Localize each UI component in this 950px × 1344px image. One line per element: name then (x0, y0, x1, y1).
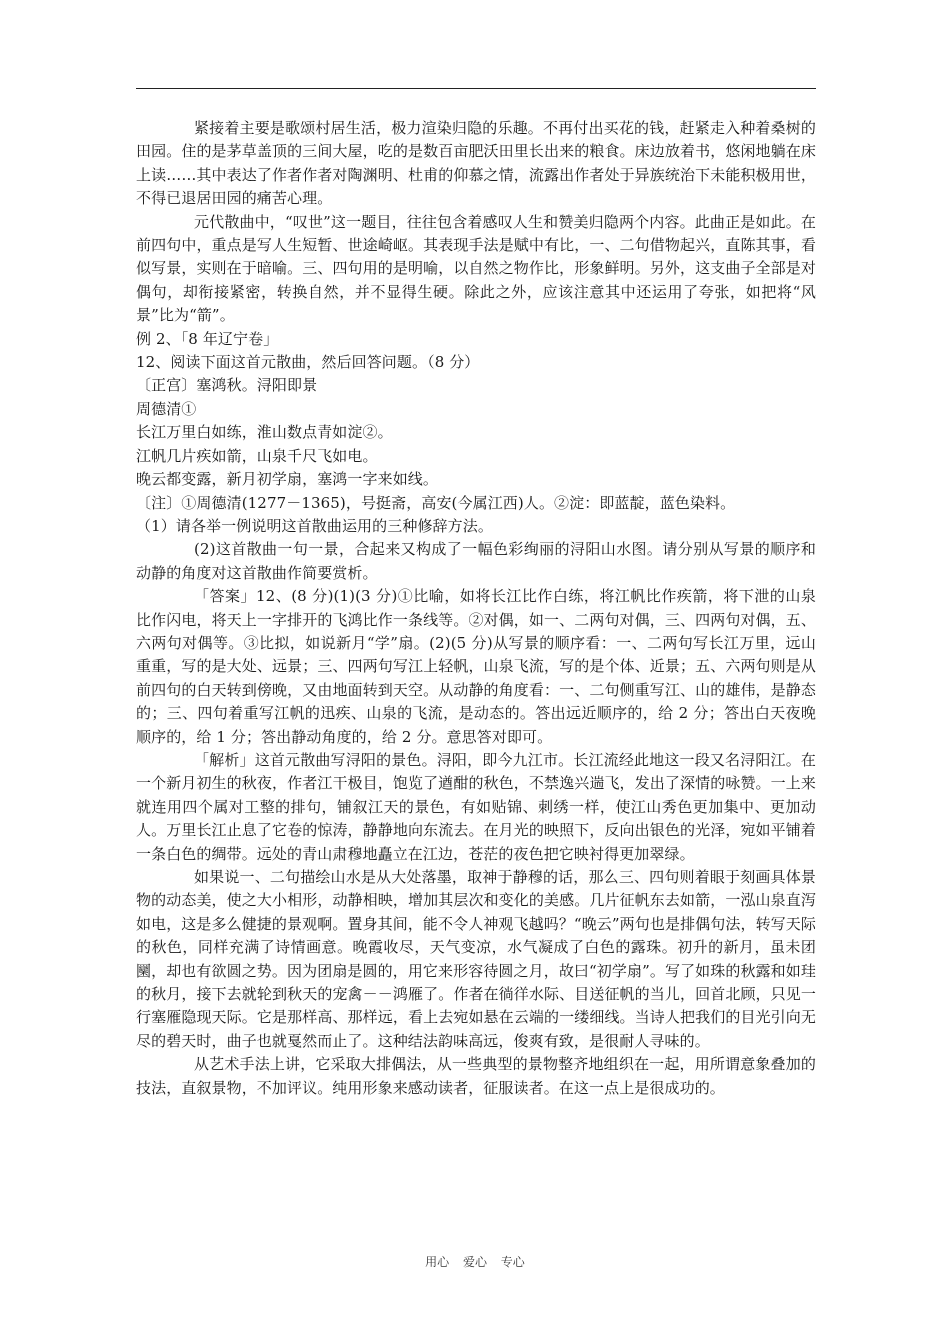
paragraph: 江帆几片疾如箭，山泉千尺飞如电。 (136, 446, 378, 465)
paragraph: 例 2、「8 年辽宁卷」 (136, 329, 279, 348)
page-footer: 用心 爱心 专心 (425, 1255, 525, 1269)
paragraph: 晚云都变露，新月初学扇，塞鸿一字来如线。 (136, 470, 439, 489)
paragraph: 如果说一、二句描绘山水是从大处落墨，取神于静穆的话，那么三、四句则着眼于刻画具体景物的动态美，使之大小相形，动静相映，增加其层次和变化的美感。几片征帆东去如箭，一泓山泉直泻如电，这是多么健捷的景观啊。置身其间，能不令人神观飞越吗？“晚云”两句也是排偶句法，转写天际的秋色，同样充满了诗情画意。晚霞收尽，天气变凉，水气凝成了白色的露珠。初升的新月，虽未团圞，却也有欲圆之势。因为团扇是圆的，用它来形容待圆之月，故曰“初学扇”。写了如珠的秋露和如珪的秋月，接下去就轮到秋天的宠禽－－鸿雁了。作者在徜徉水际、目送征帆的当儿，回首北顾，只见一行塞雁隐现天际。它是那样高、那样远，看上去宛如悬在云端的一缕细线。当诗人把我们的目光引向无尽的碧天时，曲子也就戛然而止了。这种结法韵味高远，俊爽有致，是很耐人寻味的。 (136, 868, 816, 1050)
paragraph: (2)这首散曲一句一景，合起来又构成了一幅色彩绚丽的浔阳山水图。请分别从写景的顺序和动静的角度对这首散曲作简要赏析。 (136, 540, 816, 582)
paragraph: 周德清① (136, 399, 197, 418)
paragraph: （1）请各举一例说明这首散曲运用的三种修辞方法。 (136, 516, 493, 535)
paragraph: 〔注〕①周德清(1277－1365)，号挺斋，高安(今属江西)人。②淀：即蓝靛，蓝色染料。 (136, 493, 736, 512)
header-rule (136, 88, 816, 89)
paragraph: 长江万里白如练，淮山数点青如淀②。 (136, 423, 393, 442)
document-body (136, 117, 816, 1100)
paragraph: 〔正宫〕塞鸿秋。浔阳即景 (136, 376, 318, 395)
paragraph: 元代散曲中，“叹世”这一题目，往往包含着感叹人生和赞美归隐两个内容。此曲正是如此。在前四句中，重点是写人生短暂、世途崎岖。其表现手法是赋中有比，一、二句借物起兴，直陈其事，看似写景，实则在于暗喻。三、四句用的是明喻，以自然之物作比，形象鲜明。另外，这支曲子全部是对偶句，却衔接紧密，转换自然，并不显得生硬。除此之外，应该注意其中还运用了夸张，如把将“风景”比为“箭”。 (136, 212, 816, 325)
paragraph: 紧接着主要是歌颂村居生活，极力渲染归隐的乐趣。不再付出买花的钱，赶紧走入种着桑树的田园。住的是茅草盖顶的三间大屋，吃的是数百亩肥沃田里长出来的粮食。床边放着书，悠闲地躺在床上读……其中表达了作者作者对陶渊明、杜甫的仰慕之情，流露出作者处于异族统治下未能积极用世，不得已退居田园的痛苦心理。 (136, 119, 816, 208)
paragraph: 「答案」12、(8 分)(1)(3 分)①比喻，如将长江比作白练，将江帆比作疾箭，将下泄的山泉比作闪电，将天上一字排开的飞鸿比作一条线等。②对偶，如一、二两句对偶，三、四两句对偶，五、六两句对偶等。③比拟，如说新月“学”扇。(2)(5 分)从写景的顺序看：一、二两句写长江万里，远山重重，写的是大处、远景；三、四两句写江上轻帆，山泉飞流，写的是个体、近景；五、六两句则是从前四句的白天转到傍晚，又由地面转到天空。从动静的角度看：一、二句侧重写江、山的雄伟，是静态的；三、四句着重写江帆的迅疾、山泉的飞流，是动态的。答出远近顺序的，给 2 分；答出白天夜晚顺序的，给 1 分；答出静动角度的，给 2 分。意思答对即可。 (136, 587, 816, 746)
paragraph: 从艺术手法上讲，它采取大排偶法，从一些典型的景物整齐地组织在一起，用所谓意象叠加的技法，直叙景物，不加评议。纯用形象来感动读者，征服读者。在这一点上是很成功的。 (136, 1055, 816, 1097)
paragraph: 「解析」这首元散曲写浔阳的景色。浔阳，即今九江市。长江流经此地这一段又名浔阳江。在一个新月初生的秋夜，作者江干极目，饱览了遒酣的秋色，不禁逸兴遄飞，发出了深情的咏赞。一上来就连用四个属对工整的排句，铺叙江天的景色，有如贴锦、刺绣一样，使江山秀色更加集中、更加动人。万里长江止息了它卷的惊涛，静静地向东流去。在月光的映照下，反向出银色的光泽，宛如平铺着一条白色的绸带。远处的青山肃穆地矗立在江边，苍茫的夜色把它映衬得更加翠绿。 (136, 750, 816, 863)
paragraph: 12、阅读下面这首元散曲，然后回答问题。（8 分） (136, 353, 480, 372)
